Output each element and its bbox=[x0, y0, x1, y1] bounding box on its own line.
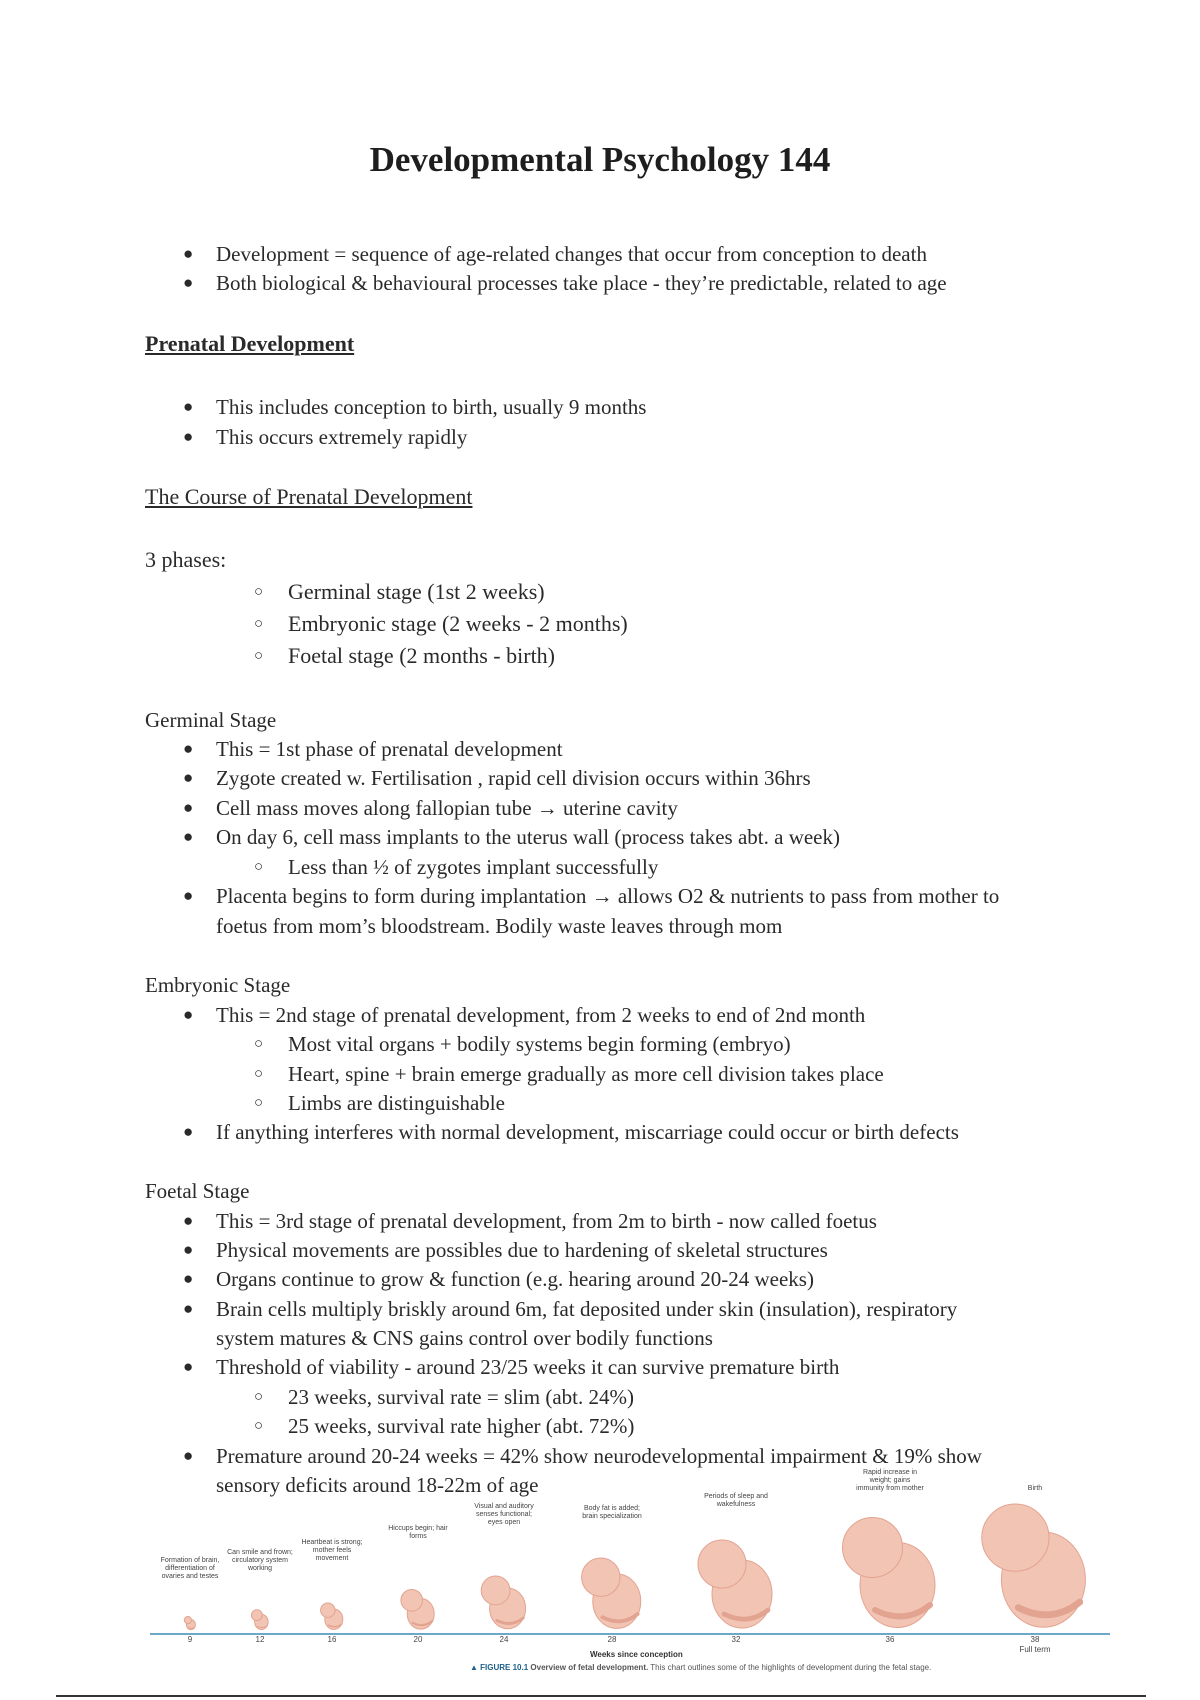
tick-label: 38 bbox=[1030, 1635, 1040, 1644]
phase-item-3: Foetal stage (2 months - birth) bbox=[288, 643, 556, 668]
stage-label: Periods of sleep and wakefulness bbox=[704, 1493, 768, 1508]
germinal-sub-1: Less than ½ of zygotes implant successfully bbox=[288, 855, 659, 879]
foetal-bullet-4b: system matures & CNS gains control over bodily functions bbox=[216, 1326, 713, 1350]
foetal-bullet-1: This = 3rd stage of prenatal development, from 2m to birth - now called foetus bbox=[216, 1209, 877, 1233]
bullet-dot: ● bbox=[183, 1299, 194, 1318]
germinal-bullet-2: Zygote created w. Fertilisation , rapid cell division occurs within 36hrs bbox=[216, 766, 811, 790]
stage-label: Rapid increase in weight; gains immunity from mother bbox=[856, 1469, 924, 1492]
prenatal-heading: Prenatal Development bbox=[145, 331, 355, 356]
phase-item-1: Germinal stage (1st 2 weeks) bbox=[288, 579, 545, 604]
phase-item-2: Embryonic stage (2 weeks - 2 months) bbox=[288, 611, 628, 636]
fetus-illustration bbox=[698, 1540, 772, 1628]
foetal-bullet-4a: Brain cells multiply briskly around 6m, fat deposited under skin (insulation), respiratory bbox=[216, 1297, 958, 1321]
bullet-dot: ● bbox=[183, 739, 194, 758]
bullet-dot: ● bbox=[183, 427, 194, 446]
fetal-development-figure bbox=[150, 1445, 1120, 1675]
tick-label: 20 bbox=[413, 1635, 423, 1644]
fetus-illustration bbox=[184, 1617, 195, 1630]
tick-label: 32 bbox=[731, 1635, 741, 1644]
embryonic-sub-1: Most vital organs + bodily systems begin forming (embryo) bbox=[288, 1032, 791, 1056]
circle-bullet: ○ bbox=[254, 584, 264, 600]
caption-tag: ▲ FIGURE 10.1 bbox=[470, 1663, 529, 1672]
bullet-dot: ● bbox=[183, 397, 194, 416]
foetal-bullet-2: Physical movements are possibles due to hardening of skeletal structures bbox=[216, 1238, 828, 1262]
bullet-dot: ● bbox=[183, 1005, 194, 1024]
bullet-dot: ● bbox=[183, 1240, 194, 1259]
stage-label: Birth bbox=[1027, 1485, 1043, 1492]
tick-label-full-term: Full term bbox=[1019, 1645, 1051, 1654]
intro-bullet-2: Both biological & behavioural processes take place - they’re predictable, related to age bbox=[216, 271, 947, 295]
bullet-dot: ● bbox=[183, 244, 194, 263]
stage-label: Visual and auditory senses functional; eyes open bbox=[474, 1503, 534, 1526]
figure-caption bbox=[470, 1663, 931, 1672]
circle-bullet: ○ bbox=[254, 616, 264, 632]
embryonic-bullet-2: If anything interferes with normal development, miscarriage could occur or birth defects bbox=[216, 1120, 959, 1144]
stage-label: Can smile and frown; circulatory system working bbox=[227, 1549, 293, 1572]
tick-label: 28 bbox=[607, 1635, 617, 1644]
tick-label: 12 bbox=[255, 1635, 265, 1644]
bullet-dot: ● bbox=[183, 798, 194, 817]
germinal-bullet-1: This = 1st phase of prenatal development bbox=[216, 737, 563, 761]
foetal-sub-1: 23 weeks, survival rate = slim (abt. 24%) bbox=[288, 1385, 635, 1409]
circle-bullet: ○ bbox=[254, 1036, 264, 1052]
foetal-bullet-5: Threshold of viability - around 23/25 weeks it can survive premature birth bbox=[216, 1355, 840, 1379]
tick-label: 36 bbox=[885, 1635, 895, 1644]
embryonic-bullet-1: This = 2nd stage of prenatal development, from 2 weeks to end of 2nd month bbox=[216, 1003, 866, 1027]
germinal-bullet-4: On day 6, cell mass implants to the uterus wall (process takes abt. a week) bbox=[216, 825, 840, 849]
fetus-illustrations bbox=[150, 1445, 1120, 1635]
circle-bullet: ○ bbox=[254, 648, 264, 664]
fetus-illustration bbox=[582, 1558, 641, 1628]
stage-label: Hiccups begin; hair forms bbox=[388, 1525, 448, 1540]
circle-bullet: ○ bbox=[254, 1095, 264, 1111]
bullet-dot: ● bbox=[183, 273, 194, 292]
caption-title: Overview of fetal development. bbox=[530, 1663, 649, 1672]
bullet-dot: ● bbox=[183, 1211, 194, 1230]
stage-label: Formation of brain, differentiation of ovaries and testes bbox=[160, 1557, 220, 1580]
axis-label: Weeks since conception bbox=[590, 1650, 683, 1659]
phases-label: 3 phases: bbox=[145, 547, 227, 572]
tick-label: 16 bbox=[327, 1635, 337, 1644]
foetal-bullet-6a: Premature around 20-24 weeks = 42% show neurodevelopmental impairment & 19% show bbox=[216, 1444, 982, 1468]
stage-label: Body fat is added; brain specialization bbox=[582, 1505, 642, 1520]
prenatal-bullet-1: This includes conception to birth, usually 9 months bbox=[216, 395, 647, 419]
foetal-sub-2: 25 weeks, survival rate higher (abt. 72%) bbox=[288, 1414, 635, 1438]
circle-bullet: ○ bbox=[254, 859, 264, 875]
fetus-illustration bbox=[251, 1610, 268, 1630]
caption-text: This chart outlines some of the highlights of development during the fetal stage. bbox=[650, 1663, 932, 1672]
germinal-bullet-3: Cell mass moves along fallopian tube → uterine cavity bbox=[216, 796, 678, 820]
bullet-dot: ● bbox=[183, 1269, 194, 1288]
bullet-dot: ● bbox=[183, 827, 194, 846]
fetus-illustration bbox=[481, 1576, 525, 1629]
stage-label: Heartbeat is strong; mother feels movement bbox=[301, 1539, 363, 1562]
embryonic-heading: Embryonic Stage bbox=[145, 973, 291, 997]
fetus-illustration bbox=[401, 1590, 434, 1630]
circle-bullet: ○ bbox=[254, 1418, 264, 1434]
bullet-dot: ● bbox=[183, 1446, 194, 1465]
embryonic-sub-2: Heart, spine + brain emerge gradually as more cell division takes place bbox=[288, 1062, 884, 1086]
foetal-heading: Foetal Stage bbox=[145, 1179, 250, 1203]
foetal-bullet-3: Organs continue to grow & function (e.g. hearing around 20-24 weeks) bbox=[216, 1267, 814, 1291]
weeks-axis bbox=[150, 1633, 1110, 1635]
bullet-dot: ● bbox=[183, 1122, 194, 1141]
circle-bullet: ○ bbox=[254, 1066, 264, 1082]
bullet-dot: ● bbox=[183, 886, 194, 905]
intro-bullet-1: Development = sequence of age-related changes that occur from conception to death bbox=[216, 242, 927, 266]
bullet-dot: ● bbox=[183, 1357, 194, 1376]
embryonic-sub-3: Limbs are distinguishable bbox=[288, 1091, 505, 1115]
circle-bullet: ○ bbox=[254, 1389, 264, 1405]
germinal-heading: Germinal Stage bbox=[145, 708, 277, 732]
foetal-bullet-6b: sensory deficits around 18-22m of age bbox=[216, 1473, 539, 1497]
page-title: Developmental Psychology 144 bbox=[369, 140, 831, 179]
germinal-bullet-5a: Placenta begins to form during implantation → allows O2 & nutrients to pass from mother to bbox=[216, 884, 1000, 908]
germinal-bullet-5b: foetus from mom’s bloodstream. Bodily waste leaves through mom bbox=[216, 914, 783, 938]
bullet-dot: ● bbox=[183, 768, 194, 787]
tick-label: 9 bbox=[187, 1635, 193, 1644]
tick-label: 24 bbox=[499, 1635, 509, 1644]
fetus-illustration bbox=[982, 1504, 1086, 1627]
fetus-illustration bbox=[321, 1603, 343, 1629]
course-heading: The Course of Prenatal Development bbox=[145, 484, 473, 509]
page-bottom-rule bbox=[56, 1695, 1146, 1697]
fetus-illustration bbox=[843, 1518, 936, 1628]
prenatal-bullet-2: This occurs extremely rapidly bbox=[216, 425, 468, 449]
